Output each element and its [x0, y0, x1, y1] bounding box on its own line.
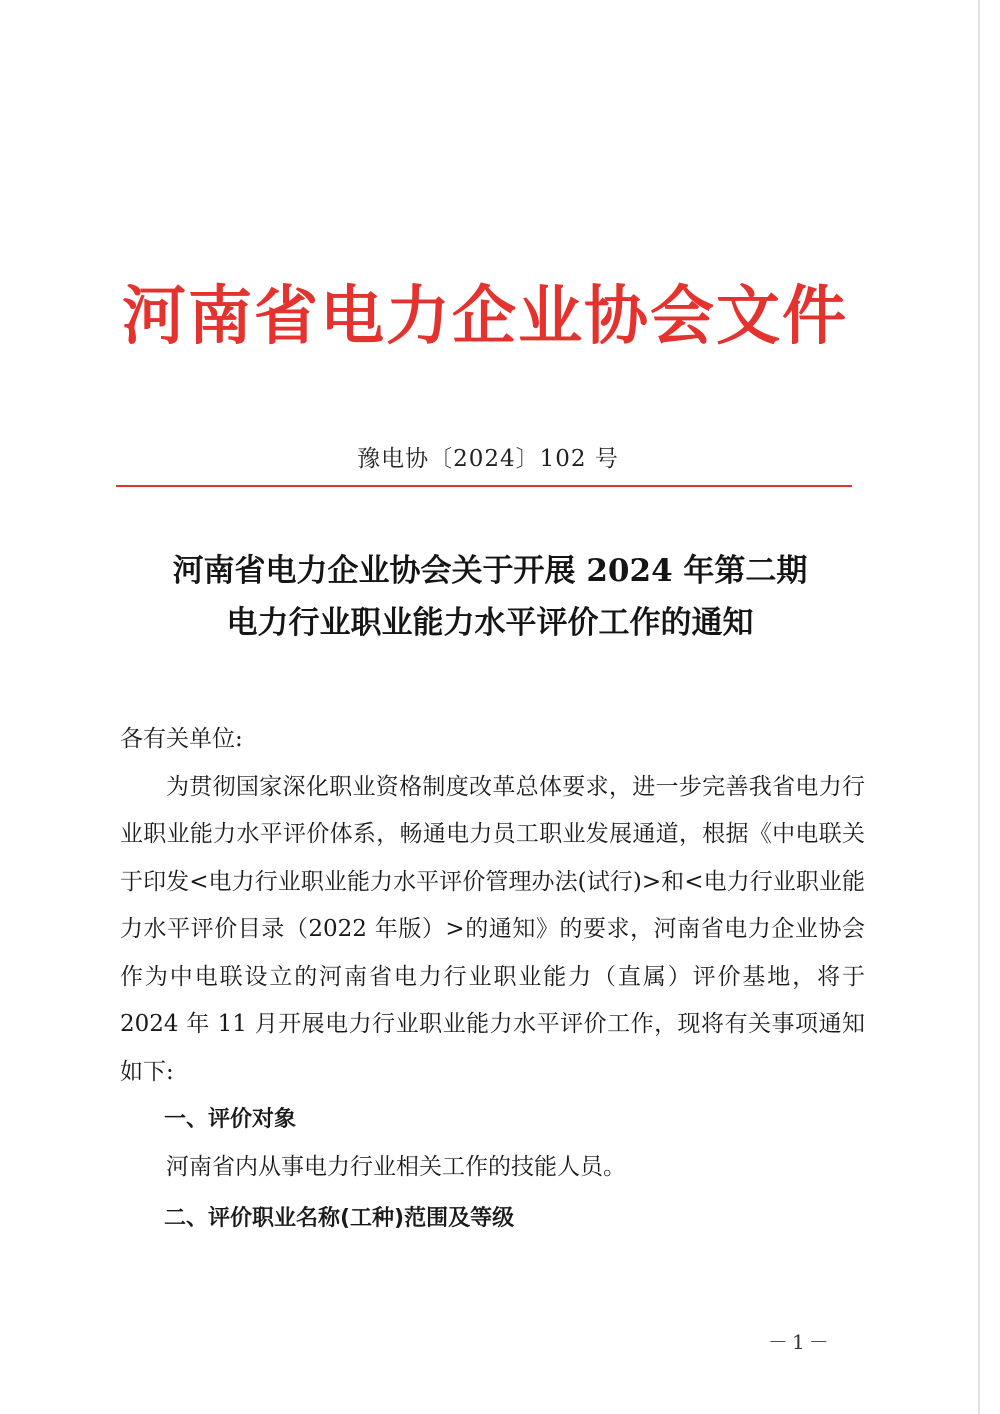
page-edge — [978, 0, 980, 1414]
letterhead-title: 河南省电力企业协会文件 — [122, 279, 848, 354]
document-title-line-2: 电力行业职业能力水平评价工作的通知 — [226, 605, 754, 641]
document-title — [100, 545, 880, 649]
section-body-1: 河南省内从事电力行业相关工作的技能人员。 — [166, 1153, 626, 1180]
intro-paragraph: 为贯彻国家深化职业资格制度改革总体要求，进一步完善我省电力行业职业能力水平评价体系，畅通电力员工职业发展通道，根据《中电联关于印发<电力行业职业能力水平评价管理办法(试行)>和<电力行业职业能力水平评价目录（2022 年版）>的通知》的要求，河南省电力企业协会作为中电联设立的河南省电力行业职业能力（直属）评价基地，将于 2024 年 11 月开展电力行业职业能力水平评价工作，现将有关事项通知如下: — [120, 773, 865, 1085]
section-heading-2: 二、评价职业名称(工种)范围及等级 — [164, 1206, 515, 1231]
document-body — [120, 716, 865, 1243]
document-title-line-1: 河南省电力企业协会关于开展 2024 年第二期 — [172, 553, 808, 589]
page-number: －1－ — [768, 1330, 833, 1354]
salutation: 各有关单位: — [120, 726, 243, 752]
document-number: 豫电协〔2024〕102 号 — [357, 446, 619, 472]
section-heading-1: 一、评价对象 — [164, 1107, 297, 1132]
red-divider-line — [116, 485, 852, 487]
